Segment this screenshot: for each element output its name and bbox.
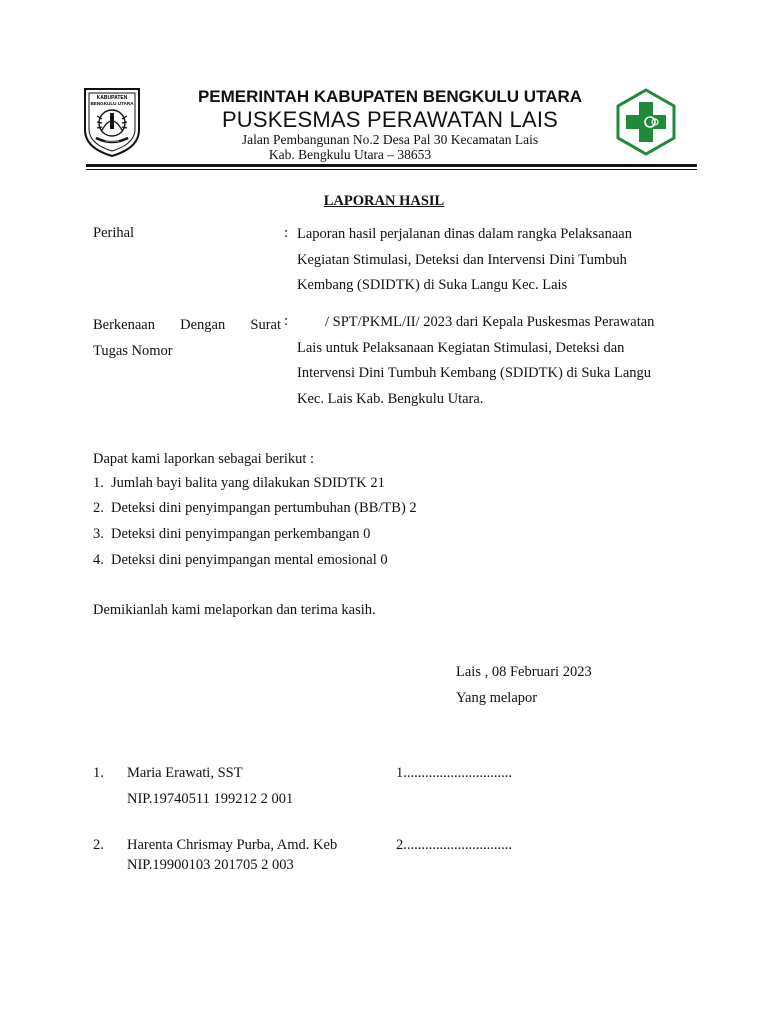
perihal-line: Laporan hasil perjalanan dinas dalam rangka Pelaksanaan: [297, 226, 632, 242]
signatory-nip: NIP.19740511 199212 2 001: [127, 791, 294, 807]
signature-line: 2..............................: [396, 837, 512, 853]
signature-line: 1..............................: [396, 765, 512, 781]
signatory-name: Maria Erawati, SST: [127, 765, 243, 781]
list-item-text: Deteksi dini penyimpangan pertumbuhan (BB/TB) 2: [111, 500, 417, 516]
document-title: LAPORAN HASIL: [323, 193, 445, 209]
list-item-text: Deteksi dini penyimpangan mental emosional 0: [111, 552, 388, 568]
emblem-text-mid: BENGKULU UTARA: [90, 101, 134, 106]
address-line-2: Kab. Bengkulu Utara – 38653: [268, 147, 432, 162]
list-item: [93, 552, 388, 569]
list-item-text: Jumlah bayi balita yang dilakukan SDIDTK 21: [111, 475, 385, 491]
surat-label-line: Berkenaan Dengan Surat: [93, 317, 281, 333]
surat-line: Intervensi Dini Tumbuh Kembang (SDIDTK) di Suka Langu: [297, 365, 652, 381]
surat-line: / SPT/PKML/II/ 2023 dari Kepala Puskesmas Perawatan: [325, 314, 655, 330]
signatory-number: 1.: [93, 765, 104, 781]
signatory-name: Harenta Chrismay Purba, Amd. Keb: [127, 837, 338, 853]
perihal-label: Perihal: [93, 225, 135, 241]
surat-tugas-value: [297, 310, 689, 412]
emblem-text-top: KABUPATEN: [96, 95, 128, 101]
regency-emblem-logo: [82, 86, 142, 158]
signatory-nip: NIP.19900103 201705 2 003: [127, 857, 294, 873]
surat-label-line: Tugas Nomor: [93, 342, 173, 359]
closing-sentence: Demikianlah kami melaporkan dan terima kasih.: [93, 602, 376, 618]
list-item-number: 2.: [93, 500, 104, 516]
list-item-number: 1.: [93, 475, 104, 491]
perihal-line: Kembang (SDIDTK) di Suka Langu Kec. Lais: [297, 277, 568, 293]
emblem-text-bottom: SEKATA: [105, 139, 119, 143]
reporter-label: Yang melapor: [456, 690, 538, 706]
letterhead-divider-thick: [86, 164, 697, 167]
surat-line: Lais untuk Pelaksanaan Kegiatan Stimulasi, Deteksi dan: [297, 339, 625, 356]
perihal-line: Kegiatan Stimulasi, Deteksi dan Intervensi Dini Tumbuh: [297, 251, 627, 268]
perihal-colon: :: [284, 225, 289, 241]
list-item: [93, 475, 385, 492]
list-item-text: Deteksi dini penyimpangan perkembangan 0: [111, 526, 371, 542]
list-item: [93, 526, 370, 543]
list-item-number: 3.: [93, 526, 104, 542]
government-heading: PEMERINTAH KABUPATEN BENGKULU UTARA: [197, 87, 583, 106]
letterhead-divider-thin: [86, 169, 697, 170]
surat-colon: :: [284, 313, 289, 329]
place-and-date: Lais , 08 Februari 2023: [456, 664, 592, 680]
organization-name: PUSKESMAS PERAWATAN LAIS: [221, 107, 559, 132]
perihal-value: [297, 222, 689, 299]
surat-tugas-label: [93, 313, 287, 364]
address-line-1: Jalan Pembangunan No.2 Desa Pal 30 Kecamatan Lais: [241, 132, 539, 147]
list-item: [93, 500, 417, 517]
list-item-number: 4.: [93, 552, 104, 568]
surat-line: Kec. Lais Kab. Bengkulu Utara.: [297, 390, 484, 407]
signatory-number: 2.: [93, 837, 104, 853]
report-intro: Dapat kami laporkan sebagai berikut :: [93, 451, 315, 467]
